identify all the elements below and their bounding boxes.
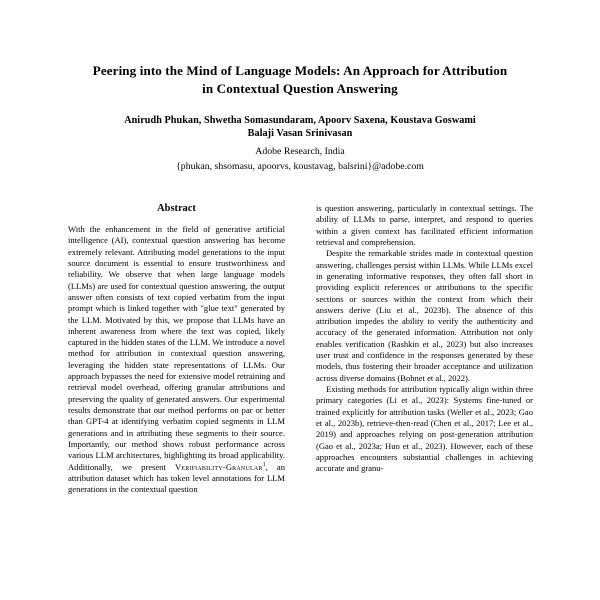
paper-header xyxy=(68,62,532,173)
title-line-2: in Contextual Question Answering xyxy=(202,80,398,96)
intro-paragraph-1: is question answering, particularly in contextual settings. The ability of LLMs to parse, interpret, and respond to queries within a given context has facilitated efficient information retrieval and comprehension. xyxy=(316,203,533,247)
intro-paragraph-2: Despite the remarkable strides made in contextual question answering, challenges persist within LLMs. While LLMs excel in generating informative responses, they often fall short in providing explicit references or attributions to the specific sections or sources within the context from which their answers derive (Liu et al., 2023b). The absence of this attribution impedes the ability to verify the authenticity and accuracy of the generated information. Attribution not only enables verification (Rashkin et al., 2023) but also increases user trust and confidence in the responses generated by these models, thus fostering their broader acceptance and utilization across diverse domains (Bohnet et al., 2022). xyxy=(316,248,533,383)
column-left xyxy=(68,203,285,600)
page-title xyxy=(68,62,532,97)
author-emails: {phukan, shsomasu, apoorvs, koustavag, balsrini}@adobe.com xyxy=(176,160,424,172)
title-line-1: Peering into the Mind of Language Models: An Approach for Attribution xyxy=(92,63,508,78)
column-right xyxy=(316,203,533,600)
body-columns xyxy=(0,203,600,600)
intro-paragraph-3: Existing methods for attribution typically align within three primary categories (Li et al., 2023): Systems fine-tuned or trained explicitly for attribution tasks (Weller et al., 2023; Gao et al., 2023b), retrieve-then-read (Chen et al., 2017; Lee et al., 2019) and approaches relying on post-generation attribution (Gao et al., 2023a; Huo et al., 2023). However, each of these approaches encounters substantial challenges in achieving accurate and granu- xyxy=(316,384,533,474)
abstract-text-part-1: With the enhancement in the field of generative artificial intelligence (AI), contextual question answering has become extremely relevant. Attributing model generations to the input source document is essential to ensure trustworthiness and reliability. We observe that when large language models (LLMs) are used for contextual question answering, the output answer often consists of text copied verbatim from the input prompt which is linked together with "glue text" generated by the LLM. Motivated by this, we propose that LLMs have an inherent awareness from where the text was copied, likely captured in the hidden states of the LLM. We introduce a novel method for attribution in contextual question answering, leveraging the hidden state representations of LLMs. Our approach bypasses the need for extensive model retraining and retrieval model overhead, offering granular attributions and preserving the quality of generated answers. Our experimental results demonstrate that our method performs on par or better than GPT-4 at identifying verbatim copied segments in LLM generations and in attributing these segments to their source. Importantly, our method shows robust performance across various LLM architectures, highlighting its broad applicability. Additionally, we present xyxy=(68,224,285,472)
author-list xyxy=(68,114,532,141)
affiliation: Adobe Research, India xyxy=(255,145,345,157)
abstract-text-part-2: , an attribution dataset which has token level annotations for LLM generations in the contextual question xyxy=(68,461,285,495)
abstract-body xyxy=(68,224,285,496)
abstract-heading: Abstract xyxy=(157,203,196,214)
author-line-1: Anirudh Phukan, Shwetha Somasundaram, Apoorv Saxena, Koustava Goswami xyxy=(124,115,476,126)
dataset-name: Verifiability-Granular xyxy=(175,461,263,472)
author-line-2: Balaji Vasan Srinivasan xyxy=(247,128,353,140)
footnote-marker: 1 xyxy=(262,461,266,468)
